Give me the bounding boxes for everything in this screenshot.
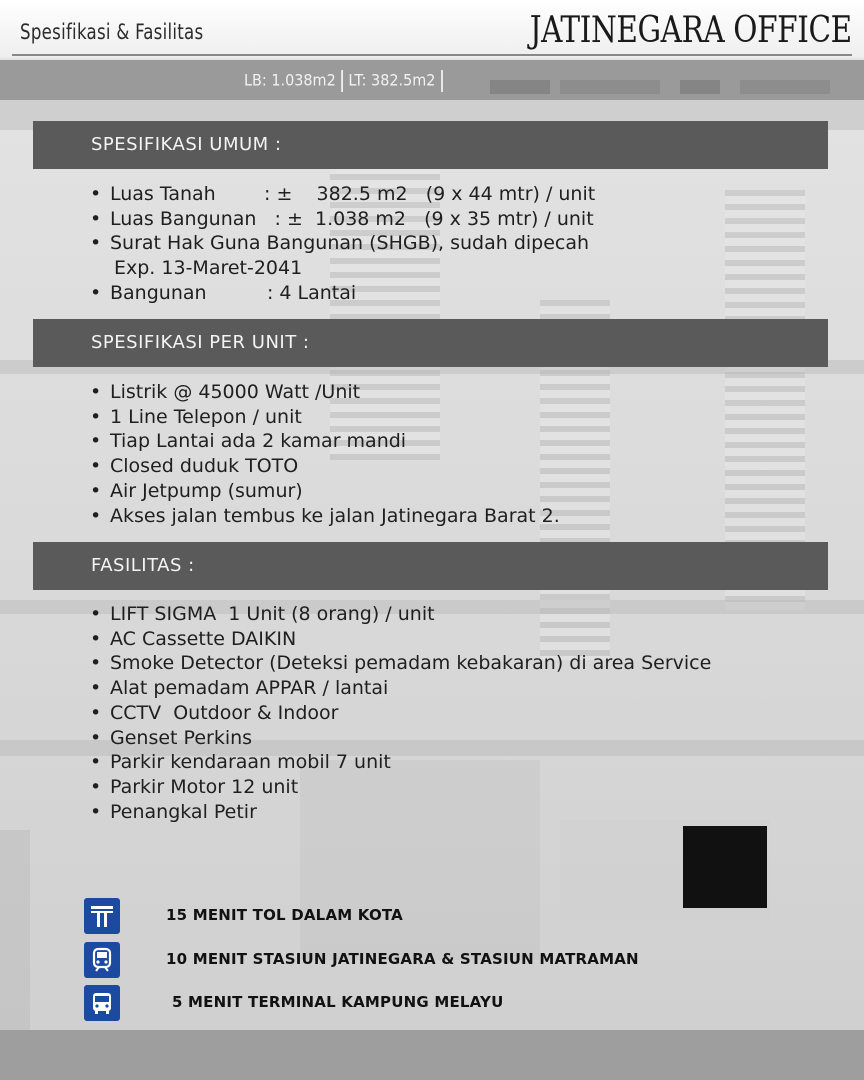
info-bar bbox=[0, 60, 864, 100]
list-item: • Listrik @ 45000 Watt /Unit bbox=[90, 380, 560, 405]
list-item: • Air Jetpump (sumur) bbox=[90, 479, 560, 504]
list-item: • Smoke Detector (Deteksi pemadam kebakaran) di area Service bbox=[90, 651, 711, 676]
separator bbox=[341, 70, 343, 92]
list-item: • Parkir kendaraan mobil 7 unit bbox=[90, 750, 711, 775]
list-item: • Alat pemadam APPAR / lantai bbox=[90, 676, 711, 701]
list-item: • Bangunan : 4 Lantai bbox=[90, 281, 595, 306]
list-item: • Luas Tanah : ± 382.5 m2 (9 x 44 mtr) / unit bbox=[90, 182, 595, 207]
bus-icon bbox=[84, 985, 120, 1021]
fasilitas-list bbox=[90, 602, 711, 824]
access-label: 10 MENIT STASIUN JATINEGARA & STASIUN MATRAMAN bbox=[166, 950, 639, 968]
header-divider bbox=[12, 54, 852, 56]
list-item-continuation: Exp. 13-Maret-2041 bbox=[114, 257, 303, 280]
list-item: • Luas Bangunan : ± 1.038 m2 (9 x 35 mtr) / unit bbox=[90, 207, 595, 232]
footer-bar bbox=[0, 1030, 864, 1080]
list-item: • LIFT SIGMA 1 Unit (8 orang) / unit bbox=[90, 602, 711, 627]
area-summary bbox=[244, 70, 448, 92]
per-unit-list bbox=[90, 380, 560, 528]
separator bbox=[441, 70, 443, 92]
section-title: SPESIFIKASI PER UNIT : bbox=[91, 332, 310, 353]
list-item: • Penangkal Petir bbox=[90, 800, 711, 825]
list-item: • Surat Hak Guna Bangunan (SHGB), sudah dipecah bbox=[90, 231, 595, 256]
section-header-per-unit bbox=[33, 319, 828, 367]
blurred-text bbox=[680, 80, 720, 94]
blurred-text bbox=[490, 80, 550, 94]
section-header-fasilitas bbox=[33, 542, 828, 590]
list-item: • Parkir Motor 12 unit bbox=[90, 775, 711, 800]
list-item: • Akses jalan tembus ke jalan Jatinegara Barat 2. bbox=[90, 504, 560, 529]
access-label: 5 MENIT TERMINAL KAMPUNG MELAYU bbox=[172, 993, 504, 1011]
header-section-title: Spesifikasi & Fasilitas bbox=[20, 20, 204, 44]
list-item: • 1 Line Telepon / unit bbox=[90, 405, 560, 430]
section-title: FASILITAS : bbox=[91, 555, 195, 576]
section-title: SPESIFIKASI UMUM : bbox=[91, 134, 282, 155]
access-row-toll bbox=[84, 898, 784, 934]
list-item: • Genset Perkins bbox=[90, 726, 711, 751]
umum-list bbox=[90, 182, 595, 306]
train-icon bbox=[84, 942, 120, 978]
access-row-train bbox=[84, 942, 784, 978]
access-label: 15 MENIT TOL DALAM KOTA bbox=[166, 906, 403, 924]
lb-value: LB: 1.038m2 bbox=[244, 70, 336, 90]
blurred-text bbox=[560, 80, 660, 94]
highway-icon bbox=[84, 898, 120, 934]
lt-value: LT: 382.5m2 bbox=[348, 70, 436, 90]
list-item: • Closed duduk TOTO bbox=[90, 454, 560, 479]
list-item: • CCTV Outdoor & Indoor bbox=[90, 701, 711, 726]
list-item: • Tiap Lantai ada 2 kamar mandi bbox=[90, 429, 560, 454]
list-item: • AC Cassette DAIKIN bbox=[90, 627, 711, 652]
access-row-bus bbox=[84, 985, 784, 1021]
section-header-umum bbox=[33, 121, 828, 169]
header-brand-title: JATINEGARA OFFICE bbox=[529, 10, 852, 51]
redacted-block bbox=[683, 826, 767, 908]
blurred-text bbox=[740, 80, 830, 94]
